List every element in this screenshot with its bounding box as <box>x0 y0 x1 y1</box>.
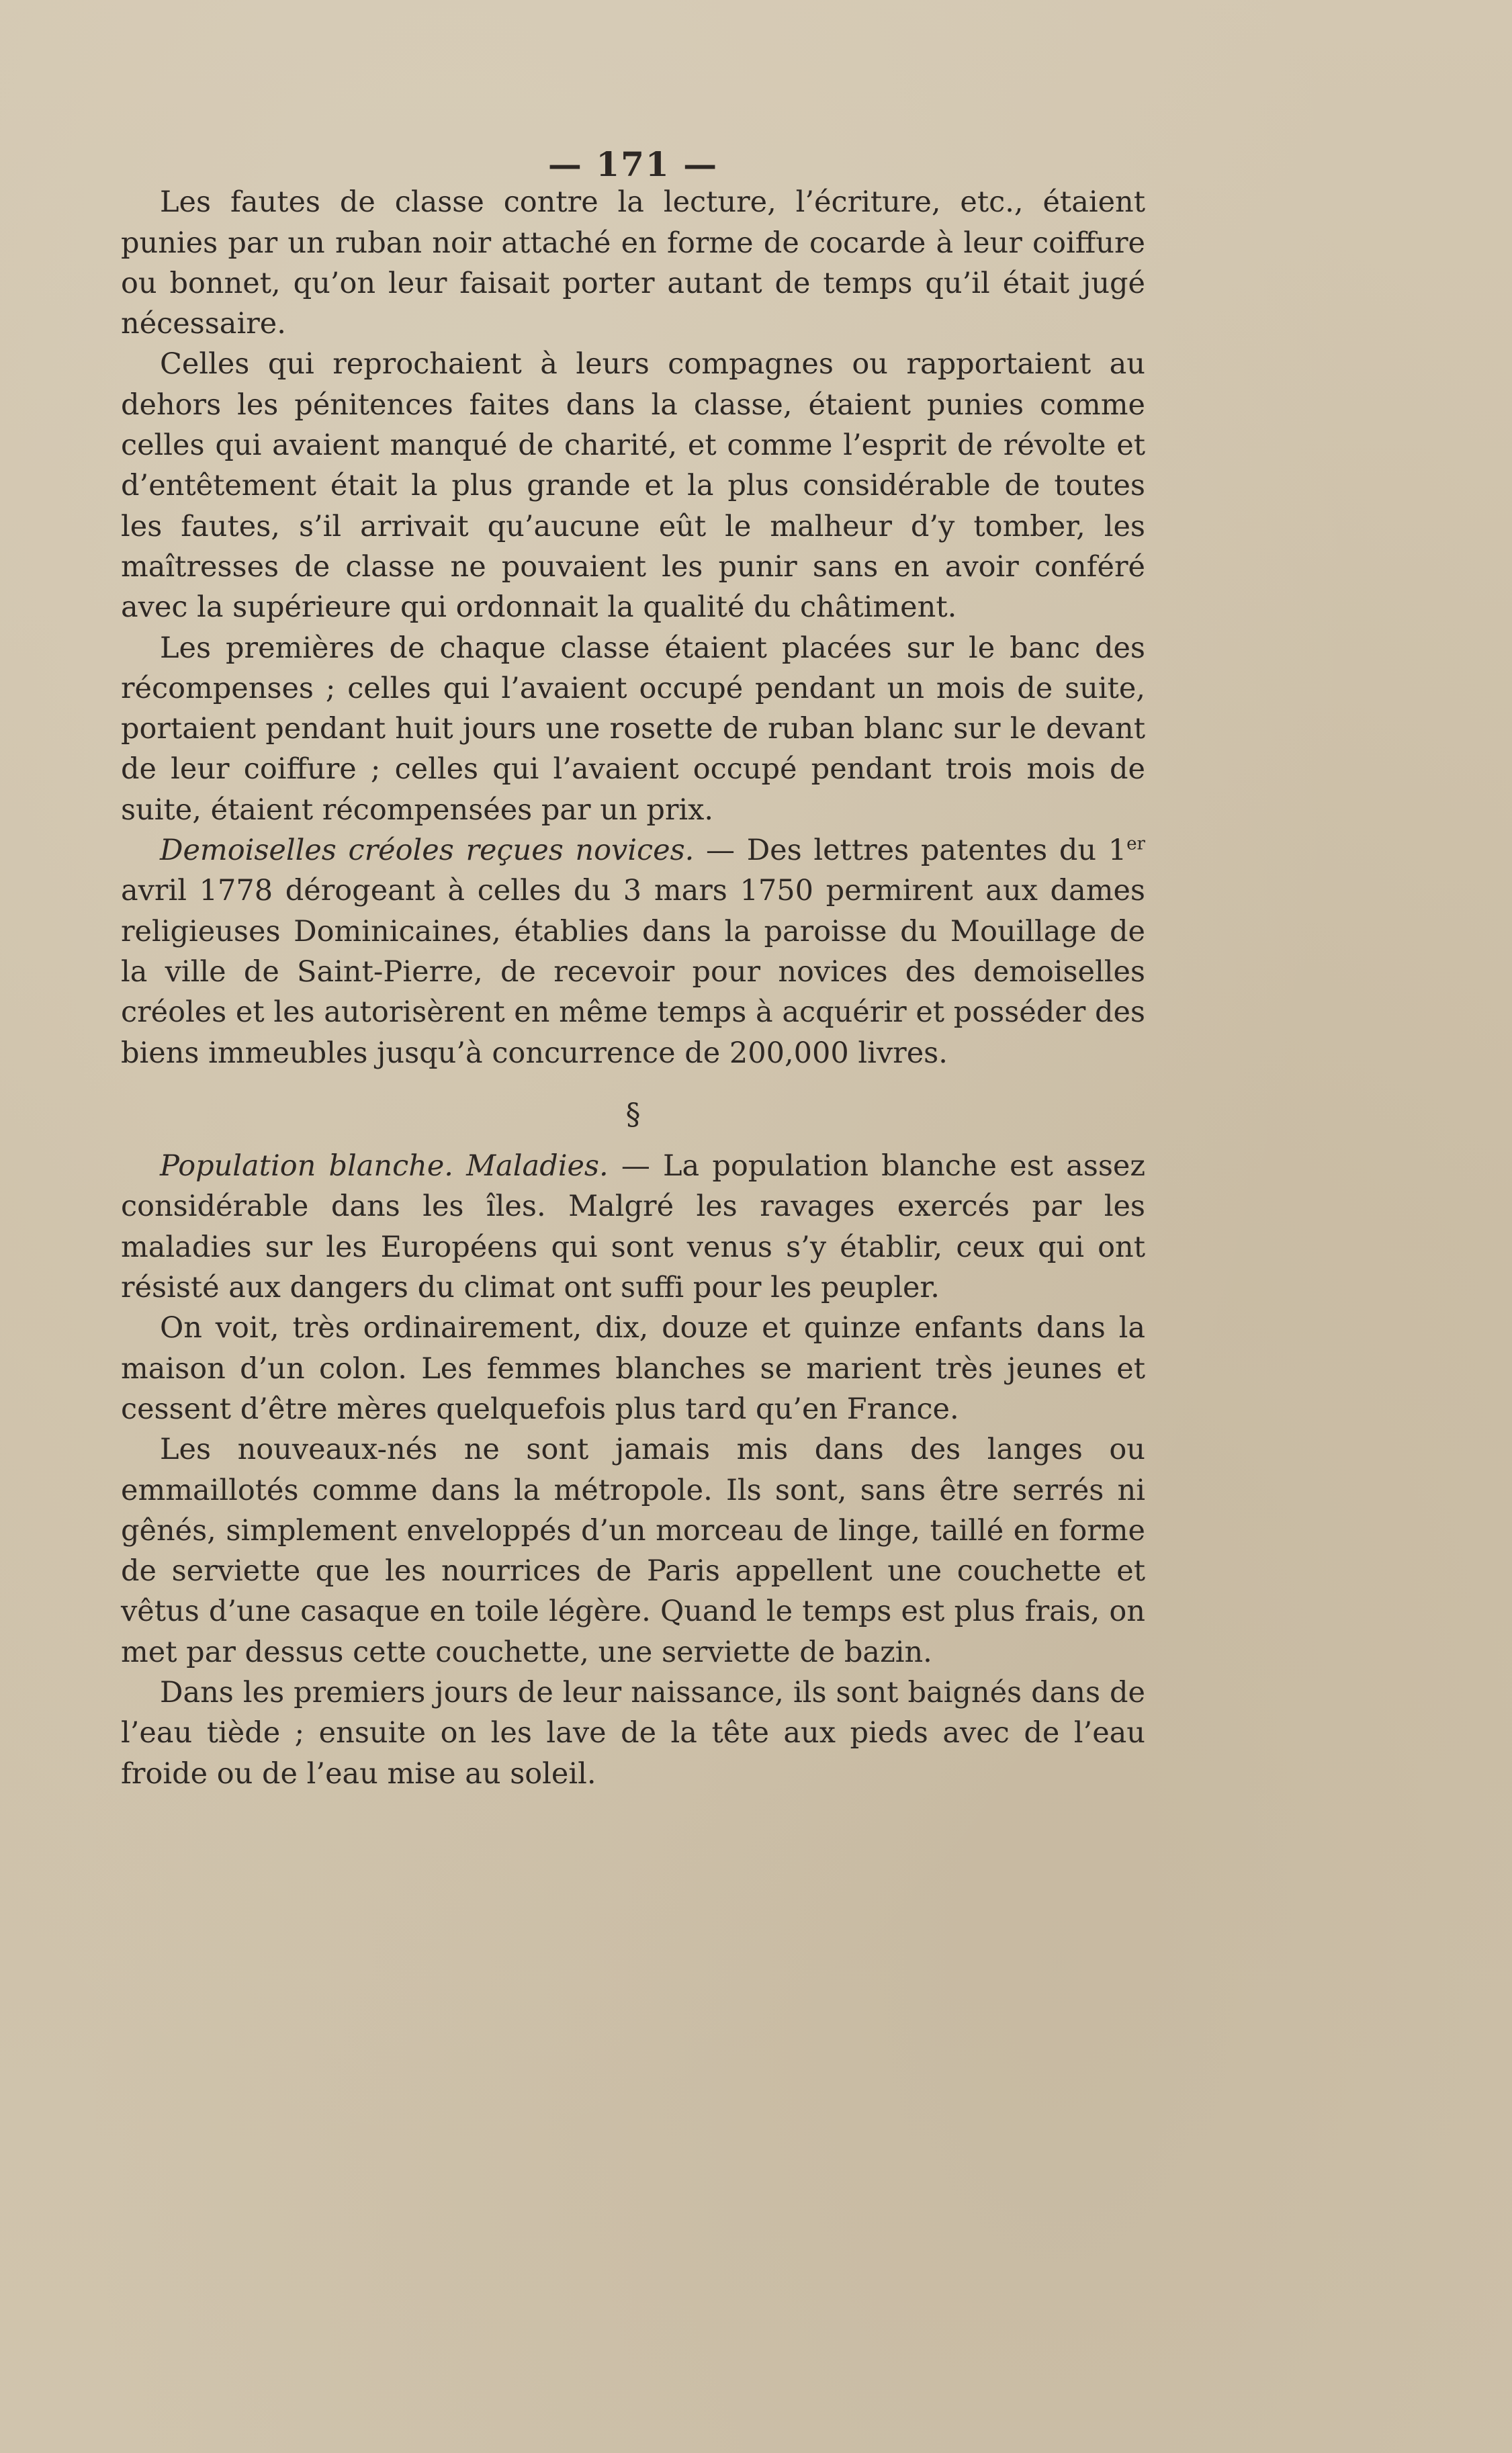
date-day: 1 <box>1108 834 1127 868</box>
demoiselles-text-start: Des lettres patentes du <box>746 834 1108 868</box>
paragraph-demoiselles-creoles <box>121 830 1145 1073</box>
heading-demoiselles-creoles: Demoiselles créoles reçues novices. <box>160 834 695 868</box>
paragraph-premiers-jours: Dans les premiers jours de leur naissance, ils sont baignés dans de l’eau tiède ; ensuite on les lave de la tête aux pieds avec de l’eau froide ou de l’eau mise au soleil. <box>121 1675 1145 1791</box>
paragraph-enfants-colon: On voit, très ordinairement, dix, douze et quinze enfants dans la maison d’un colon. Les femmes blanches se marient très jeunes et cessent d’être mères quelquefois plus tard qu’en France. <box>121 1311 1145 1426</box>
date-day-suffix: er <box>1126 834 1145 854</box>
population-text: La population blanche est assez considérable dans les îles. Malgré les ravages exercés par les maladies sur les Européens qui sont venus s’y établir, ceux qui ont résisté aux dangers du climat ont suffi pour les peupler. <box>121 1149 1145 1305</box>
paragraph-population-blanche <box>121 1146 1145 1308</box>
paragraph-nouveaux-nes: Les nouveaux-nés ne sont jamais mis dans des langes ou emmaillotés comme dans la métropole. Ils sont, sans être serrés ni gênés, simplement enveloppés d’un morceau de linge, taillé en forme de serviette que les nourrices de Paris appellent une couchette et vêtus d’une casaque en toile légère. Quand le temps est plus frais, on met par dessus cette couchette, une serviette de bazin. <box>121 1433 1145 1669</box>
heading-dash-2: — <box>608 1149 663 1184</box>
heading-population-blanche: Population blanche. <box>160 1149 453 1184</box>
demoiselles-text-rest: avril 1778 dérogeant à celles du 3 mars 1750 permirent aux dames religieuses Dominicaines, établies dans la paroisse du Mouillage de la ville de Saint-Pierre, de recevoir pour novices des demoiselles créoles et les autorisèrent en même temps à acquérir et posséder des biens immeubles jusqu’à concurrence de 200,000 livres. <box>121 874 1145 1070</box>
paragraph-fautes-de-classe: Les fautes de classe contre la lecture, l’écriture, etc., étaient punies par un ruban noir attaché en forme de cocarde à leur coiffure ou bonnet, qu’on leur faisait porter autant de temps qu’il était jugé nécessaire. <box>121 185 1145 341</box>
page-text-block <box>121 144 1145 1794</box>
heading-dash: — <box>694 834 747 868</box>
paragraph-celles-qui-reprochaient: Celles qui reprochaient à leurs compagnes ou rapportaient au dehors les pénitences faites dans la classe, étaient punies comme celles qui avaient manqué de charité, et comme l’esprit de révolte et d’entêtement était la plus grande et la plus considérable de toutes les fautes, s’il arrivait qu’aucune eût le malheur d’y tomber, les maîtresses de classe ne pouvaient les punir sans en avoir conféré avec la supérieure qui ordonnait la qualité du châtiment. <box>121 347 1145 625</box>
heading-maladies: Maladies. <box>466 1149 609 1184</box>
section-mark: § <box>625 1097 641 1132</box>
paragraph-premieres-de-classe: Les premières de chaque classe étaient placées sur le banc des récompenses ; celles qui l’avaient occupé pendant un mois de suite, portaient pendant huit jours une rosette de ruban blanc sur le devant de leur coiffure ; celles qui l’avaient occupé pendant trois mois de suite, étaient récompensées par un prix. <box>121 631 1145 827</box>
page-number: — 171 — <box>547 144 719 184</box>
